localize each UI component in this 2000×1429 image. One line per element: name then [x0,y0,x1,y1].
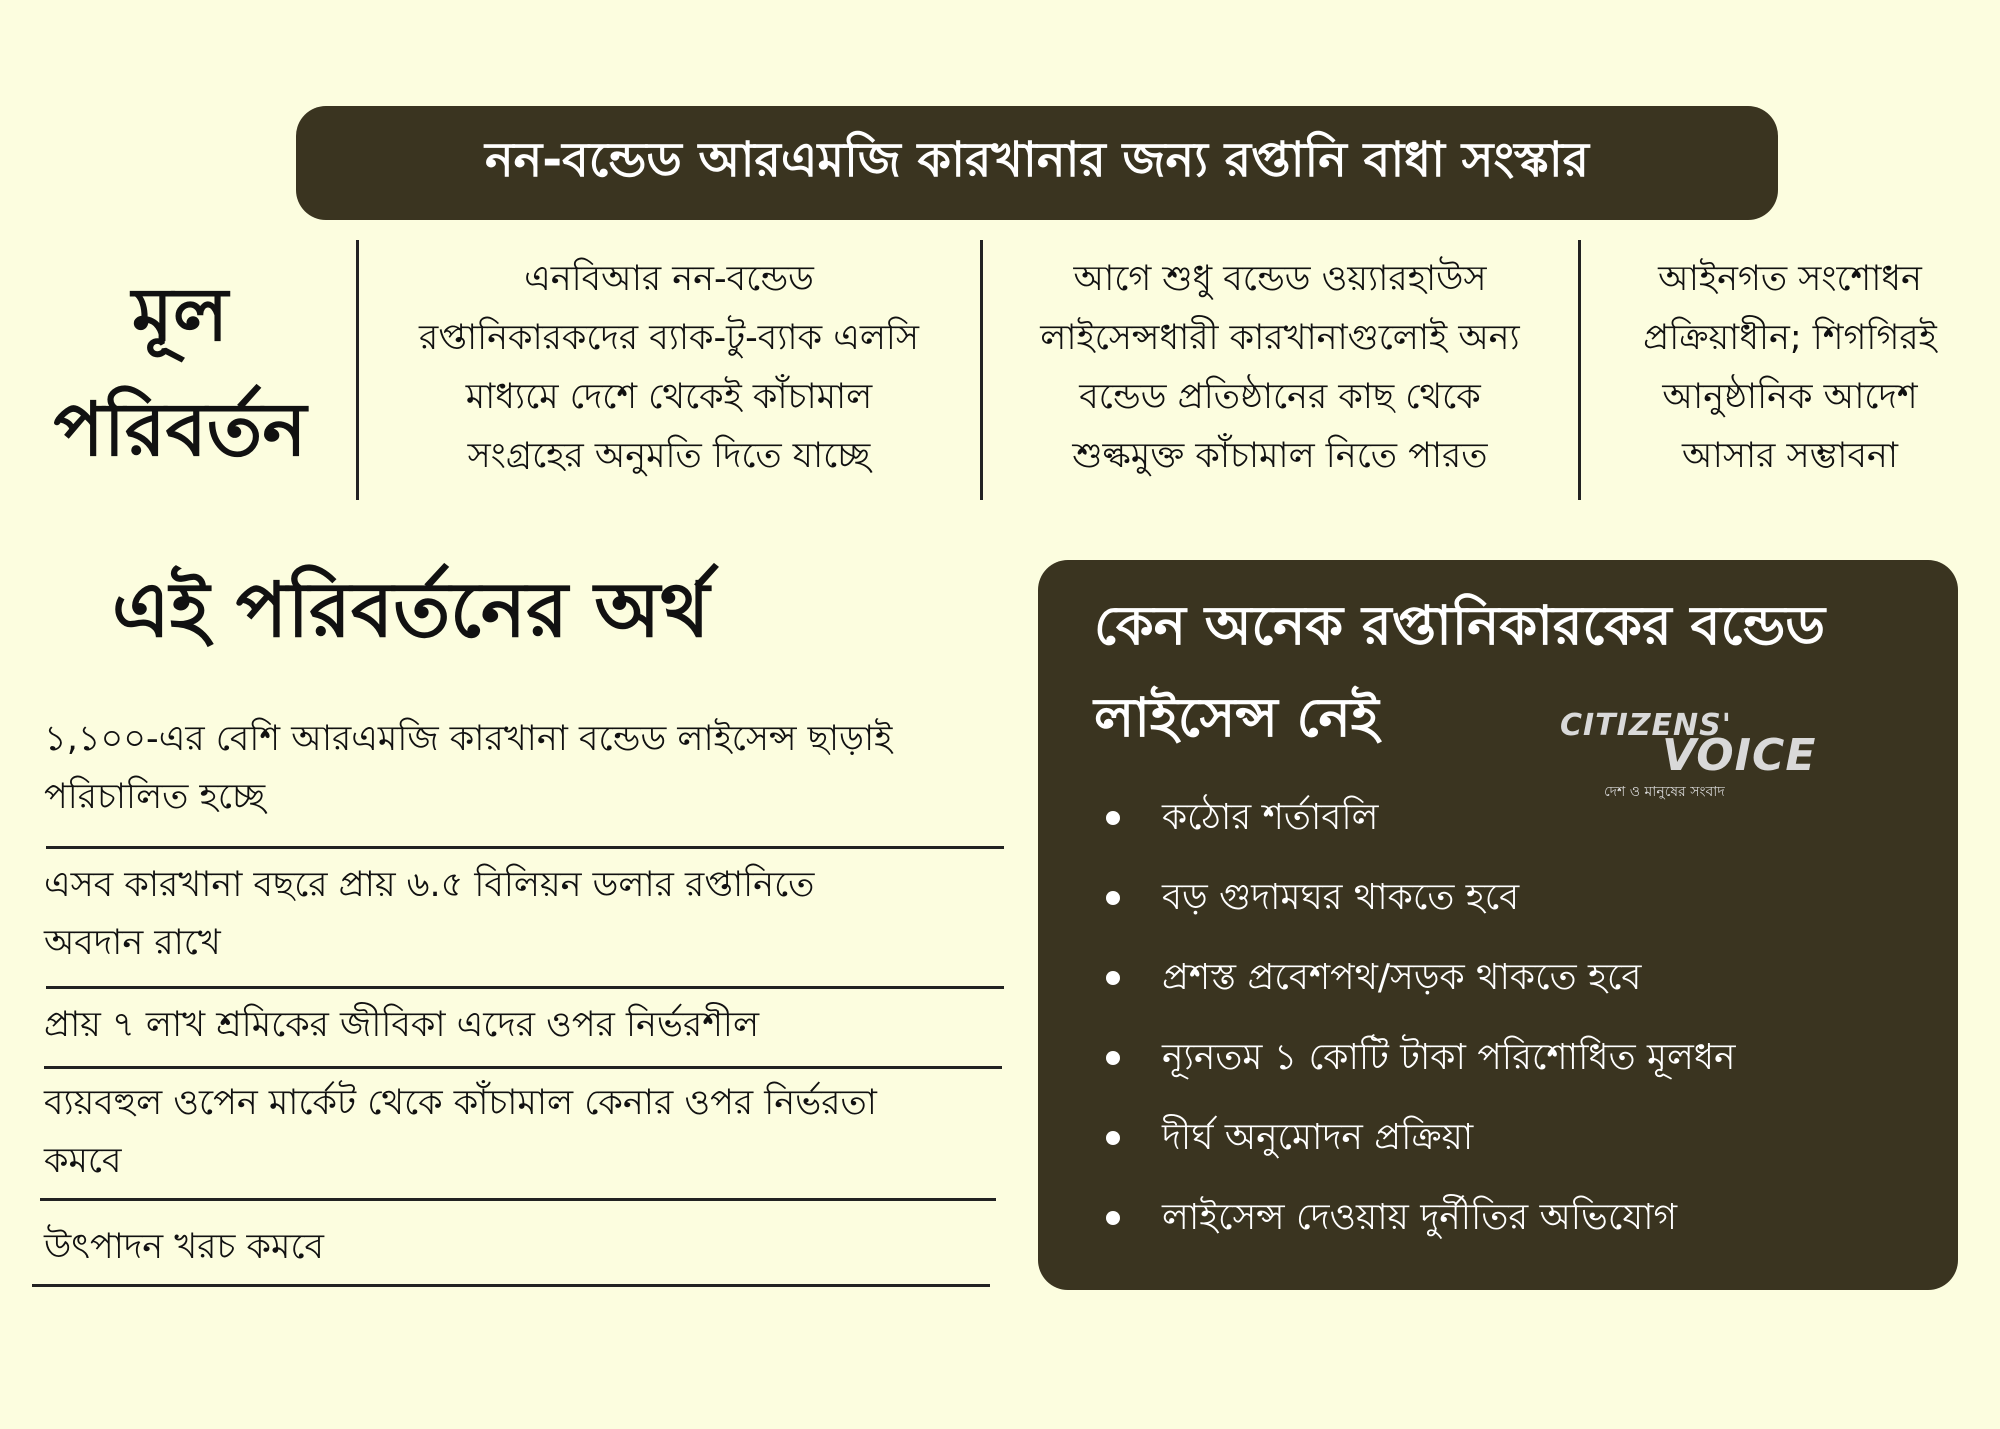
impact-line: ১,১০০-এর বেশি আরএমজি কারখানা বন্ডেড লাইসেন্স ছাড়াই [44,719,893,759]
bullet-icon [1106,1211,1120,1225]
change-line: প্রক্রিয়াধীন; শিগগিরই [1643,318,1937,358]
change-column-1 [370,250,968,486]
reason-text: ন্যূনতম ১ কোটি টাকা পরিশোধিত মূলধন [1162,1037,1736,1078]
title-banner [296,106,1778,220]
reason-text: দীর্ঘ অনুমোদন প্রক্রিয়া [1162,1117,1474,1158]
impact-line: প্রায় ৭ লাখ শ্রমিকের জীবিকা এদের ওপর নির্ভরশীল [44,1005,760,1045]
impact-line: ব্যয়বহুল ওপেন মার্কেট থেকে কাঁচামাল কেনার ওপর নির্ভরতা [44,1083,877,1123]
bullet-icon [1106,1051,1120,1065]
change-column-3 [1590,250,1990,486]
change-line: এনবিআর নন-বন্ডেড [524,259,814,299]
change-line: সংগ্রহের অনুমতি দিতে যাচ্ছে [467,436,871,476]
change-line: লাইসেন্সধারী কারখানাগুলোই অন্য [1040,318,1520,358]
list-item [1094,1178,1736,1258]
reason-text: কঠোর শর্তাবলি [1162,797,1379,838]
change-line: আসার সম্ভাবনা [1682,436,1898,476]
logo-tagline: দেশ ও মানুষের সংবাদ [1604,784,1725,800]
impact-line: উৎপাদন খরচ কমবে [44,1227,324,1267]
column-divider [1578,240,1581,500]
change-line: মাধ্যমে দেশে থেকেই কাঁচামাল [465,377,873,417]
logo-word-1: CITIZENS' [1560,708,1732,743]
bullet-icon [1106,891,1120,905]
divider-rule [40,1198,996,1201]
panel-heading-line1: কেন অনেক রপ্তানিকারকের বন্ডেড [1094,594,1826,657]
impact-item-1 [44,710,892,826]
list-item [1094,858,1736,938]
meaning-heading: এই পরিবর্তনের অর্থ [112,565,710,654]
bullet-icon [1106,971,1120,985]
impact-line: কমবে [44,1141,122,1181]
impact-item-2 [44,856,814,972]
divider-rule [46,846,1004,849]
main-change-label-line1: মূল [131,272,229,358]
change-line: বন্ডেড প্রতিষ্ঠানের কাছ থেকে [1079,377,1481,417]
change-line: রপ্তানিকারকদের ব্যাক-টু-ব্যাক এলসি [418,318,920,358]
list-item [1094,1098,1736,1178]
divider-rule [46,986,1004,989]
reasons-list [1094,778,1736,1258]
bullet-icon [1106,811,1120,825]
impact-line: এসব কারখানা বছরে প্রায় ৬.৫ বিলিয়ন ডলার রপ্তানিতে [44,865,815,905]
impact-line: পরিচালিত হচ্ছে [44,777,266,817]
main-change-label-line2: পরিবর্তন [53,386,307,473]
change-column-2 [992,250,1568,486]
divider-rule [32,1284,990,1287]
impact-item-4 [44,1074,877,1190]
reason-text: প্রশস্ত প্রবেশপথ/সড়ক থাকতে হবে [1162,957,1642,998]
change-line: শুল্কমুক্ত কাঁচামাল নিতে পারত [1072,436,1488,476]
logo-word-2: VOICE [1662,730,1817,781]
list-item [1094,778,1736,858]
bullet-icon [1106,1131,1120,1145]
panel-heading-line2: লাইসেন্স নেই [1094,686,1379,749]
page-title: নন-বন্ডেড আরএমজি কারখানার জন্য রপ্তানি বাধা সংস্কার [484,131,1590,188]
impact-item-5 [44,1218,324,1276]
change-line: আনুষ্ঠানিক আদেশ [1662,377,1918,417]
divider-rule [44,1066,1002,1069]
impact-line: অবদান রাখে [44,923,221,963]
change-line: আইনগত সংশোধন [1658,259,1922,299]
column-divider [980,240,983,500]
impact-item-3 [44,996,759,1054]
reason-text: লাইসেন্স দেওয়ায় দুর্নীতির অভিযোগ [1162,1197,1678,1238]
list-item [1094,938,1736,1018]
reason-text: বড় গুদামঘর থাকতে হবে [1162,877,1520,918]
main-change-label [30,258,330,487]
change-line: আগে শুধু বন্ডেড ওয়্যারহাউস [1073,259,1487,299]
list-item [1094,1018,1736,1098]
why-no-license-panel [1038,560,1958,1290]
column-divider [356,240,359,500]
